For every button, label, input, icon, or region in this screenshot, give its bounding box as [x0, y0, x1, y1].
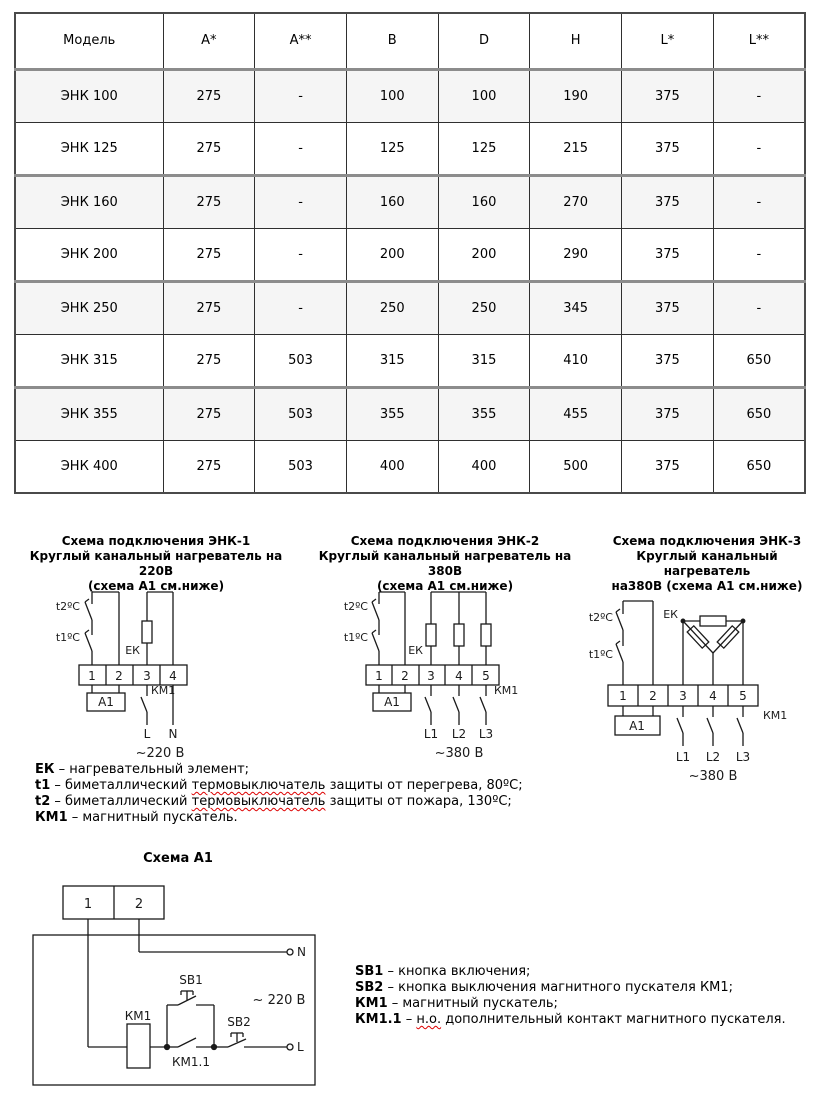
value-cell: 375 [622, 281, 714, 334]
value-cell: 650 [713, 334, 805, 387]
terminal-number: 1 [619, 689, 627, 703]
terminal-number: 4 [709, 689, 717, 703]
ek-label: ЕК [663, 608, 678, 621]
value-cell: 400 [438, 440, 530, 493]
t2-label: t2ºC [55, 600, 80, 613]
legend-term: ЕК [35, 762, 55, 777]
sb1-label: SB1 [179, 973, 203, 987]
terminal-number: 2 [134, 897, 144, 912]
voltage-label: ~380 В [434, 746, 484, 761]
column-header: D [438, 13, 530, 69]
a1-label: А1 [98, 695, 114, 709]
legend-item [355, 964, 786, 980]
column-header: B [346, 13, 438, 69]
table-row [15, 69, 805, 122]
title-line: (схема А1 см.ниже) [87, 579, 225, 593]
legend-item [35, 794, 523, 810]
column-header: Модель [15, 13, 163, 69]
value-cell: 275 [163, 69, 255, 122]
value-cell: - [713, 228, 805, 281]
value-cell: 375 [622, 69, 714, 122]
phase-l3-label: L3 [478, 727, 494, 741]
km1-label: КМ1 [763, 709, 788, 722]
legend-item [35, 810, 523, 826]
wiring-diagram-enk3 [580, 588, 820, 788]
value-cell: 125 [438, 122, 530, 175]
phase-l1-label: L1 [675, 750, 691, 764]
value-cell: 190 [530, 69, 622, 122]
value-cell: 275 [163, 440, 255, 493]
title-line: Схема подключения ЭНК-3 [612, 534, 802, 548]
legend-item [35, 778, 523, 794]
legend-text: – кнопка выключения магнитного пускателя КМ1; [383, 980, 734, 995]
value-cell: 455 [530, 387, 622, 440]
value-cell: 355 [438, 387, 530, 440]
value-cell: 345 [530, 281, 622, 334]
value-cell: 160 [346, 175, 438, 228]
legend-misspelled-word: термовыключатель [191, 794, 326, 809]
control-circuit-a1 [20, 870, 330, 1095]
diagram-title-enk2 [303, 534, 587, 594]
terminal-number: 5 [739, 689, 747, 703]
t2-label: t2ºC [588, 611, 613, 624]
t1-label: t1ºC [343, 631, 368, 644]
value-cell: 250 [346, 281, 438, 334]
a1-scheme-title: Схема А1 [143, 851, 213, 866]
value-cell: - [713, 122, 805, 175]
value-cell: 200 [346, 228, 438, 281]
legend-text: – магнитный пускатель; [387, 996, 558, 1011]
model-cell: ЭНК 250 [15, 281, 163, 334]
phase-l2-label: L2 [705, 750, 721, 764]
table-row [15, 122, 805, 175]
legend-misspelled-word: н.о. [416, 1012, 442, 1027]
wiring-diagram-enk2 [330, 588, 570, 763]
legend-misspelled-word: термовыключатель [191, 778, 326, 793]
title-line: Круглый канальный нагреватель [636, 549, 778, 578]
value-cell: 375 [622, 122, 714, 175]
legend-term: SB1 [355, 964, 384, 979]
value-cell: 375 [622, 175, 714, 228]
legend-item [35, 762, 523, 778]
table-row [15, 228, 805, 281]
value-cell: 275 [163, 334, 255, 387]
value-cell: - [255, 69, 347, 122]
phase-l-label: L [143, 727, 151, 741]
value-cell: 500 [530, 440, 622, 493]
value-cell: 375 [622, 387, 714, 440]
table-row [15, 175, 805, 228]
value-cell: 375 [622, 440, 714, 493]
value-cell: 100 [346, 69, 438, 122]
value-cell: - [713, 281, 805, 334]
value-cell: 100 [438, 69, 530, 122]
legend-text: дополнительный контакт магнитного пускателя. [441, 1012, 786, 1027]
dimensions-table [14, 12, 806, 494]
phase-l2-label: L2 [451, 727, 467, 741]
legend-term: t2 [35, 794, 51, 809]
km1-label: КМ1 [151, 684, 176, 697]
value-cell: 160 [438, 175, 530, 228]
terminal-number: 1 [83, 897, 93, 912]
terminal-number: 1 [88, 669, 96, 683]
km1-label: КМ1 [124, 1009, 152, 1023]
value-cell: - [713, 175, 805, 228]
title-line: Круглый канальный нагреватель на 220В [29, 549, 283, 578]
t2-label: t2ºC [343, 600, 368, 613]
components-legend [35, 762, 523, 826]
value-cell: 503 [255, 334, 347, 387]
value-cell: - [255, 281, 347, 334]
terminal-number: 1 [375, 669, 383, 683]
value-cell: 355 [346, 387, 438, 440]
legend-item [355, 980, 786, 996]
legend-text: – биметаллический [50, 778, 192, 793]
value-cell: 275 [163, 387, 255, 440]
heater-element-symbol [454, 624, 464, 646]
value-cell: 375 [622, 334, 714, 387]
value-cell: 200 [438, 228, 530, 281]
legend-text: – магнитный пускатель. [67, 810, 238, 825]
terminal-number: 2 [649, 689, 657, 703]
legend-text: – кнопка включения; [383, 964, 531, 979]
heater-element-symbol [142, 621, 152, 643]
legend-text: защиты от перегрева, 80ºС; [325, 778, 523, 793]
value-cell: 400 [346, 440, 438, 493]
model-cell: ЭНК 125 [15, 122, 163, 175]
diagram-title-enk1 [16, 534, 296, 594]
t1-label: t1ºC [55, 631, 80, 644]
value-cell: 250 [438, 281, 530, 334]
voltage-label: ~220 В [135, 746, 185, 761]
l-terminal [287, 1044, 293, 1050]
model-cell: ЭНК 200 [15, 228, 163, 281]
value-cell: - [713, 69, 805, 122]
phase-l1-label: L1 [423, 727, 439, 741]
column-header: L* [622, 13, 714, 69]
value-cell: 125 [346, 122, 438, 175]
title-line: Схема подключения ЭНК-2 [350, 534, 540, 548]
value-cell: - [255, 228, 347, 281]
value-cell: 215 [530, 122, 622, 175]
title-line: Схема подключения ЭНК-1 [61, 534, 251, 548]
wiring-diagram-enk1 [30, 588, 260, 763]
ek-label: ЕК [125, 644, 140, 657]
value-cell: 650 [713, 440, 805, 493]
value-cell: 275 [163, 228, 255, 281]
title-line: на380В (схема А1 см.ниже) [611, 579, 803, 593]
value-cell: 650 [713, 387, 805, 440]
title-line: Круглый канальный нагреватель на 380В [318, 549, 572, 578]
table-row [15, 440, 805, 493]
legend-text: защиты от пожара, 130ºС; [325, 794, 512, 809]
phase-l3-label: L3 [735, 750, 751, 764]
phase-l-label: L [297, 1040, 304, 1054]
header-row [15, 13, 805, 69]
t1-label: t1ºC [588, 648, 613, 661]
title-line: (схема А1 см.ниже) [376, 579, 514, 593]
value-cell: - [255, 122, 347, 175]
table-row [15, 281, 805, 334]
value-cell: 375 [622, 228, 714, 281]
legend-term: SB2 [355, 980, 384, 995]
heater-element-symbol [700, 616, 726, 626]
terminal-number: 3 [427, 669, 435, 683]
n-terminal [287, 949, 293, 955]
value-cell: - [255, 175, 347, 228]
model-cell: ЭНК 355 [15, 387, 163, 440]
terminal-number: 2 [401, 669, 409, 683]
value-cell: 315 [438, 334, 530, 387]
terminal-number: 5 [482, 669, 490, 683]
terminal-number: 3 [143, 669, 151, 683]
value-cell: 270 [530, 175, 622, 228]
km11-label: КМ1.1 [172, 1055, 210, 1069]
voltage-label: ~ 220 В [252, 993, 306, 1008]
legend-term: t1 [35, 778, 51, 793]
ek-label: ЕК [408, 644, 423, 657]
model-cell: ЭНК 400 [15, 440, 163, 493]
sb2-label: SB2 [227, 1015, 251, 1029]
terminal-number: 4 [169, 669, 177, 683]
table-row [15, 387, 805, 440]
legend-term: КМ1 [35, 810, 68, 825]
column-header: L** [713, 13, 805, 69]
heater-element-symbol [481, 624, 491, 646]
a1-legend [355, 964, 786, 1028]
legend-term: КМ1 [355, 996, 388, 1011]
column-header: A** [255, 13, 347, 69]
a1-label: А1 [384, 695, 400, 709]
voltage-label: ~380 В [688, 769, 738, 784]
table-row [15, 334, 805, 387]
value-cell: 503 [255, 440, 347, 493]
legend-text: – биметаллический [50, 794, 192, 809]
model-cell: ЭНК 100 [15, 69, 163, 122]
column-header: A* [163, 13, 255, 69]
value-cell: 275 [163, 281, 255, 334]
terminal-number: 3 [679, 689, 687, 703]
km1-coil [127, 1024, 150, 1068]
model-cell: ЭНК 315 [15, 334, 163, 387]
neutral-label: N [297, 945, 306, 959]
terminal-number: 4 [455, 669, 463, 683]
legend-text: – нагревательный элемент; [54, 762, 250, 777]
legend-item [355, 1012, 786, 1028]
value-cell: 410 [530, 334, 622, 387]
km1-label: КМ1 [494, 684, 519, 697]
heater-element-symbol [426, 624, 436, 646]
diagram-title-enk3 [594, 534, 820, 594]
legend-item [355, 996, 786, 1012]
terminal-number: 2 [115, 669, 123, 683]
value-cell: 290 [530, 228, 622, 281]
column-header: H [530, 13, 622, 69]
neutral-label: N [168, 727, 178, 741]
value-cell: 503 [255, 387, 347, 440]
legend-text: – [401, 1012, 417, 1027]
model-cell: ЭНК 160 [15, 175, 163, 228]
value-cell: 315 [346, 334, 438, 387]
value-cell: 275 [163, 122, 255, 175]
a1-label: А1 [629, 719, 645, 733]
legend-term: КМ1.1 [355, 1012, 402, 1027]
value-cell: 275 [163, 175, 255, 228]
